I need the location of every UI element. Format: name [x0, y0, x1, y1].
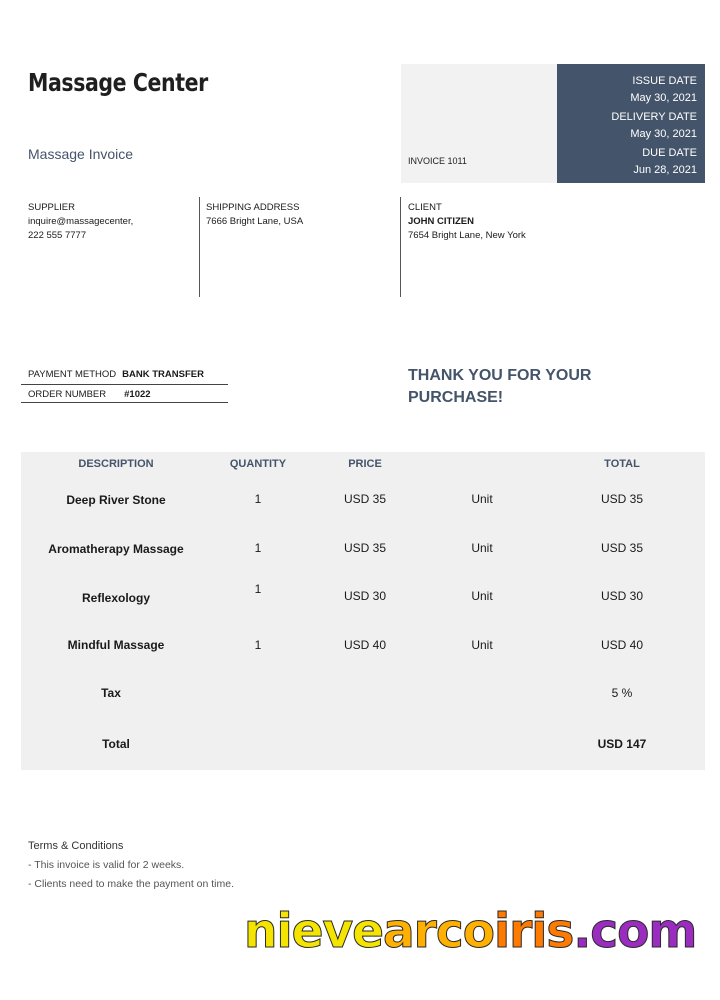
thank-you-message: THANK YOU FOR YOUR PURCHASE! [408, 367, 592, 406]
total-label: Total [102, 737, 130, 751]
dates-panel [557, 64, 705, 183]
payment-method-value: BANK TRANSFER [122, 369, 204, 380]
watermark-logo: nievearcoiris.com [244, 904, 697, 959]
supplier-label: SUPPLIER [28, 202, 75, 213]
due-date-label: DUE DATE [642, 147, 697, 159]
tax-label: Tax [101, 686, 121, 700]
row-quantity: 1 [254, 492, 262, 506]
issue-date-label: ISSUE DATE [632, 75, 697, 87]
terms-line: - This invoice is valid for 2 weeks. [28, 859, 185, 871]
row-unit: Unit [471, 492, 493, 506]
total-value: USD 147 [597, 737, 647, 751]
row-price: USD 40 [343, 638, 387, 652]
client-address: 7654 Bright Lane, New York [408, 230, 526, 241]
tax-value: 5 % [611, 686, 633, 700]
divider-line [21, 402, 228, 403]
row-price: USD 35 [343, 541, 387, 555]
order-number-label: ORDER NUMBER [28, 389, 107, 400]
row-quantity: 1 [254, 582, 262, 596]
row-description: Deep River Stone [66, 493, 166, 507]
payment-method-label: PAYMENT METHOD [28, 369, 117, 380]
row-description: Mindful Massage [67, 638, 165, 652]
terms-title: Terms & Conditions [28, 840, 124, 852]
client-name: JOHN CITIZEN [408, 216, 474, 227]
row-description: Reflexology [81, 591, 150, 605]
items-table [21, 452, 705, 770]
header-price: PRICE [348, 458, 382, 470]
company-name: Massage Center [28, 68, 208, 97]
row-total: USD 35 [600, 492, 644, 506]
header-total: TOTAL [604, 458, 640, 470]
divider-line [21, 384, 228, 385]
issue-date-value: May 30, 2021 [630, 92, 697, 104]
row-unit: Unit [471, 638, 493, 652]
row-quantity: 1 [254, 638, 262, 652]
row-unit: Unit [471, 589, 493, 603]
row-total: USD 30 [600, 589, 644, 603]
row-unit: Unit [471, 541, 493, 555]
column-divider [199, 197, 200, 297]
due-date-value: Jun 28, 2021 [633, 164, 697, 176]
row-quantity: 1 [254, 541, 262, 555]
shipping-address: 7666 Bright Lane, USA [206, 216, 304, 227]
delivery-date-value: May 30, 2021 [630, 128, 697, 140]
order-number-row [28, 389, 151, 400]
client-label: CLIENT [408, 202, 442, 213]
row-price: USD 35 [343, 492, 387, 506]
document-title: Massage Invoice [28, 146, 134, 162]
header-description: DESCRIPTION [78, 458, 154, 470]
delivery-date-label: DELIVERY DATE [611, 111, 697, 123]
row-price: USD 30 [343, 589, 387, 603]
row-description: Aromatherapy Massage [48, 542, 184, 556]
supplier-email: inquire@massagecenter, [28, 216, 134, 227]
terms-line: - Clients need to make the payment on time. [28, 878, 235, 890]
row-total: USD 40 [600, 638, 644, 652]
shipping-label: SHIPPING ADDRESS [206, 202, 300, 213]
header-quantity: QUANTITY [229, 458, 287, 470]
invoice-number: INVOICE 1011 [408, 156, 467, 166]
supplier-phone: 222 555 7777 [28, 230, 87, 241]
row-total: USD 35 [600, 541, 644, 555]
order-number-value: #1022 [124, 389, 151, 400]
payment-method-row [28, 369, 204, 380]
column-divider [400, 197, 401, 297]
